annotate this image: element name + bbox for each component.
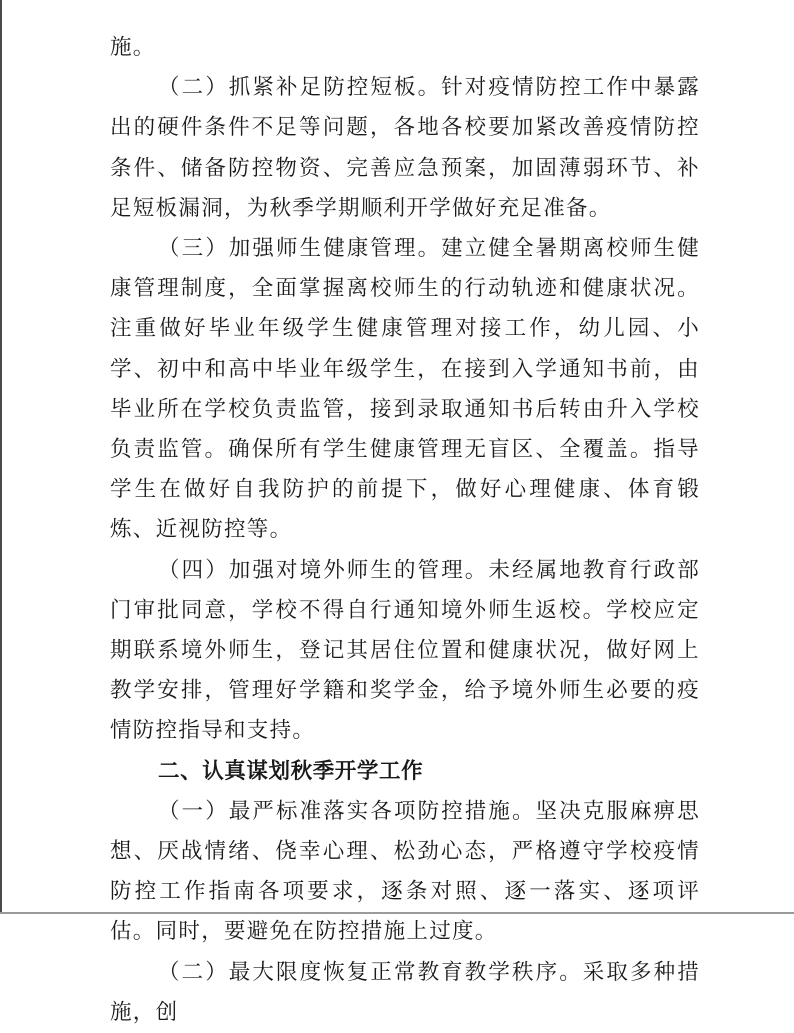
paragraph-section-1-item-3: （三）加强师生健康管理。建立健全暑期离校师生健康管理制度，全面掌握离校师生的行动轨迹和健康状况。注重做好毕业年级学生健康管理对接工作，幼儿园、小学、初中和高中毕业年级学生，在接到入学通知书前，由毕业所在学校负责监管，接到录取通知书后转由升入学校负责监管。确保所有学生健康管理无盲区、全覆盖。指导学生在做好自我防护的前提下，做好心理健康、体育锻炼、近视防控等。 [110, 236, 700, 543]
paragraph-section-1-item-2: （二）抓紧补足防控短板。针对疫情防控工作中暴露出的硬件条件不足等问题，各地各校要加紧改善疫情防控条件、储备防控物资、完善应急预案，加固薄弱环节、补足短板漏洞，为秋季学期顺利开学做好充足准备。 [110, 75, 700, 221]
section-2-heading: 二、认真谋划秋季开学工作 [158, 758, 424, 784]
document-page [110, 28, 700, 1033]
paragraph-continuation: 施。 [110, 35, 156, 60]
paragraph-section-1-item-4: （四）加强对境外师生的管理。未经属地教育行政部门审批同意，学校不得自行通知境外师生返校。学校应定期联系境外师生，登记其居住位置和健康状况，做好网上教学安排，管理好学籍和奖学金，给予境外师生必要的疫情防控指导和支持。 [110, 557, 700, 744]
paragraph-section-2-item-1: （一）最严标准落实各项防控措施。坚决克服麻痹思想、厌战情绪、侥幸心理、松劲心态，严格遵守学校疫情防控工作指南各项要求，逐条对照、逐一落实、逐项评估。同时，要避免在防控措施上过度。 [110, 798, 700, 945]
page-left-border [0, 0, 2, 914]
paragraph-section-2-item-2: （二）最大限度恢复正常教育教学秩序。采取多种措施，创 [110, 959, 700, 1025]
